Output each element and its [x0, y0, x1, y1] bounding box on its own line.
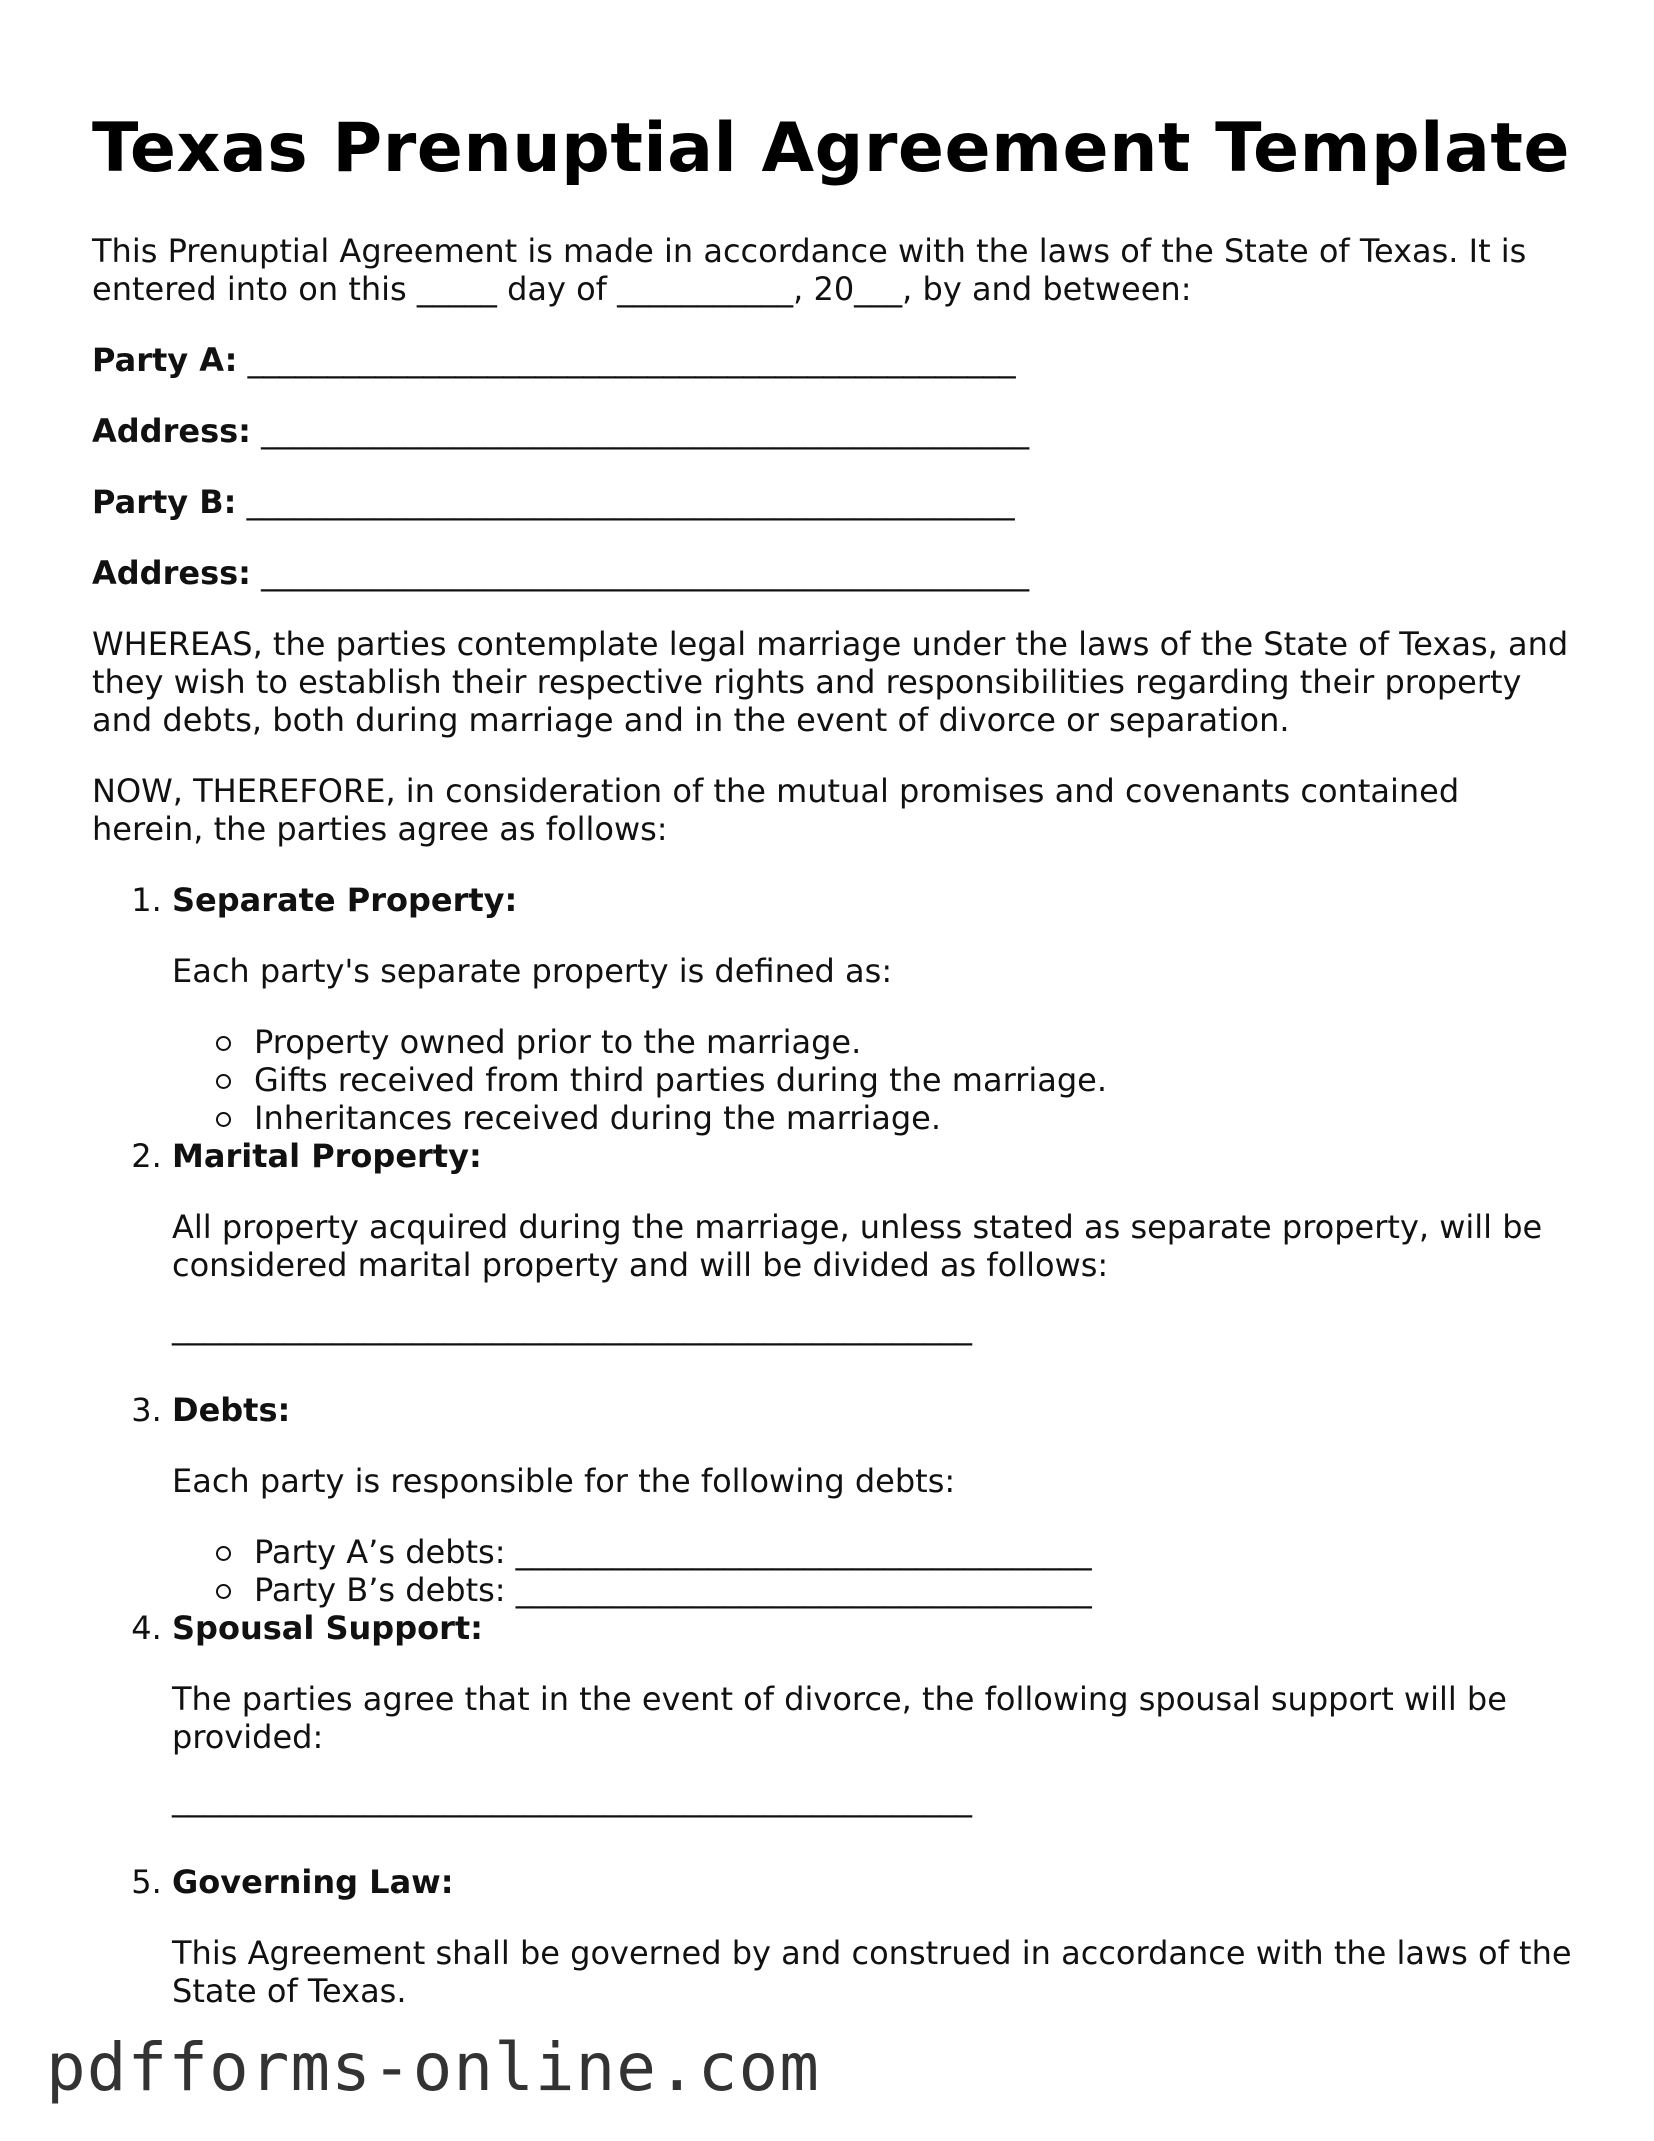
- circle-bullet-icon: [216, 1036, 231, 1051]
- party-a-field[interactable]: [92, 341, 1572, 379]
- document-page: [92, 108, 1572, 2043]
- watermark: pdfforms-online.com: [46, 2029, 820, 2106]
- section-2-title: 2. Marital Property:: [172, 1137, 482, 1175]
- list-item-text: Property owned prior to the marriage.: [254, 1023, 862, 1061]
- party-b-field[interactable]: [92, 483, 1572, 521]
- section-4-title: 4. Spousal Support:: [172, 1609, 483, 1647]
- party-a-debts-field[interactable]: Party A’s debts: ____________________________________: [254, 1533, 1092, 1571]
- agreement-sections: [92, 881, 1572, 2010]
- section-5-title: 5. Governing Law:: [172, 1863, 454, 1901]
- list-item: [216, 1023, 1572, 1061]
- party-b-label: Party B:: [92, 483, 237, 521]
- section-marital-property: [172, 1137, 1572, 1346]
- document-title: Texas Prenuptial Agreement Template: [92, 109, 1571, 188]
- circle-bullet-icon: [216, 1546, 231, 1561]
- intro-paragraph: [92, 232, 1572, 308]
- party-a-address-field[interactable]: [92, 412, 1572, 450]
- party-a-label: Party A:: [92, 341, 238, 379]
- section-3-body: Each party is responsible for the following debts:: [172, 1462, 956, 1500]
- debts-list: [172, 1533, 1572, 1609]
- whereas-paragraph: WHEREAS, the parties contemplate legal marriage under the laws of the State of Texas, and they wish to establish their respective rights and responsibilities regarding their property and debts, both during marriage and in the event of divorce or separation.: [92, 625, 1569, 739]
- section-3-title: 3. Debts:: [172, 1391, 291, 1429]
- list-item: [216, 1099, 1572, 1137]
- party-b-blank[interactable]: ________________________________________________: [246, 483, 1015, 521]
- party-b-address-label: Address:: [92, 554, 251, 592]
- marital-property-blank[interactable]: __________________________________________________: [172, 1308, 972, 1346]
- list-item: [216, 1061, 1572, 1099]
- now-therefore-paragraph: NOW, THEREFORE, in consideration of the mutual promises and covenants contained herein, the parties agree as follows:: [92, 772, 1460, 848]
- list-item-text: Inheritances received during the marriage.: [254, 1099, 942, 1137]
- separate-property-list: [172, 1023, 1572, 1137]
- circle-bullet-icon: [216, 1584, 231, 1599]
- party-b-address-field[interactable]: [92, 554, 1572, 592]
- party-b-address-blank[interactable]: ________________________________________________: [261, 554, 1030, 592]
- spousal-support-blank[interactable]: __________________________________________________: [172, 1780, 972, 1818]
- circle-bullet-icon: [216, 1074, 231, 1089]
- intro-line-2: entered into on this _____ day of ___________, 20___, by and between:: [92, 270, 1192, 308]
- party-a-address-label: Address:: [92, 412, 251, 450]
- intro-line-1: This Prenuptial Agreement is made in accordance with the laws of the State of Texas. It is: [92, 232, 1527, 270]
- section-spousal-support: [172, 1609, 1572, 1818]
- party-b-debts-field[interactable]: Party B’s debts: ____________________________________: [254, 1571, 1092, 1609]
- list-item[interactable]: [216, 1571, 1572, 1609]
- list-item-text: Gifts received from third parties during the marriage.: [254, 1061, 1107, 1099]
- section-5-body: This Agreement shall be governed by and construed in accordance with the laws of the State of Texas.: [172, 1934, 1572, 2010]
- list-item[interactable]: [216, 1533, 1572, 1571]
- circle-bullet-icon: [216, 1112, 231, 1127]
- section-separate-property: [172, 881, 1572, 1137]
- party-a-address-blank[interactable]: ________________________________________________: [261, 412, 1030, 450]
- party-a-blank[interactable]: ________________________________________________: [247, 341, 1016, 379]
- section-2-body: All property acquired during the marriage, unless stated as separate property, will be considered marital property and will be divided as follows:: [172, 1208, 1543, 1284]
- section-4-body: The parties agree that in the event of divorce, the following spousal support will be provided:: [172, 1680, 1507, 1756]
- section-1-title: 1. Separate Property:: [172, 881, 518, 919]
- section-governing-law: [172, 1863, 1572, 2010]
- section-1-body: Each party's separate property is defined as:: [172, 952, 893, 990]
- section-debts: [172, 1391, 1572, 1609]
